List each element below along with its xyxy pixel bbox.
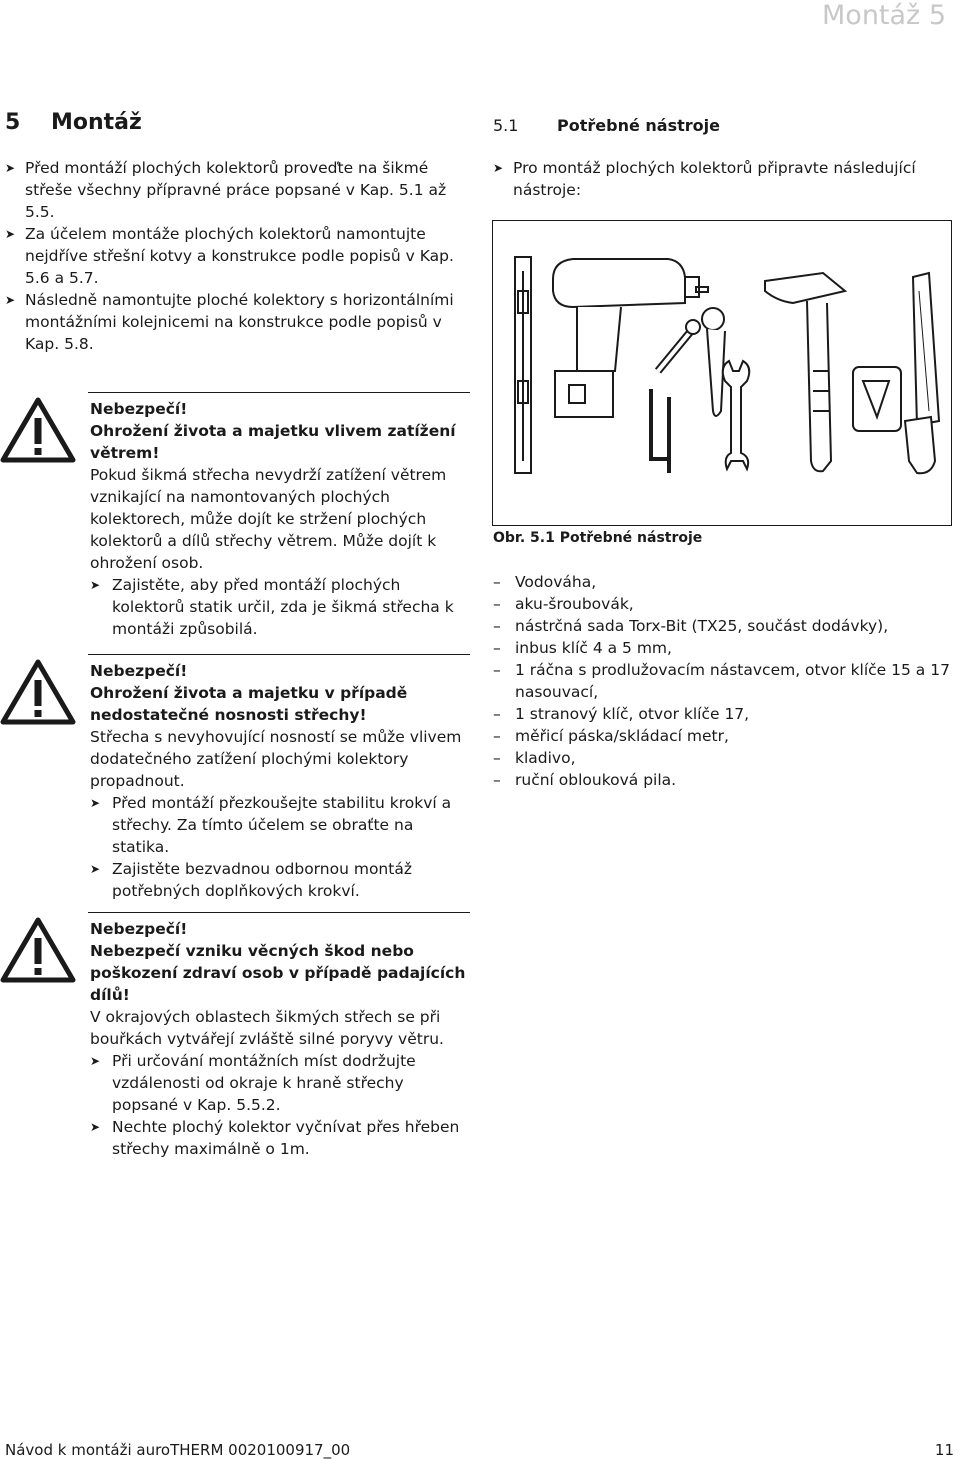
list-item: – měřicí páska/skládací metr, (493, 725, 958, 747)
warning-action: ➤ Zajistěte bezvadnou odbornou montáž potřebných doplňkových krokví. (90, 858, 470, 902)
extension-bar-icon (658, 320, 700, 371)
list-item: – kladivo, (493, 747, 958, 769)
warning-triangle-icon (0, 658, 76, 726)
warning-box (0, 912, 470, 1162)
list-item: – 1 stranový klíč, otvor klíče 17, (493, 703, 958, 725)
section-bullets (5, 157, 465, 355)
ratchet-icon (702, 308, 725, 416)
tape-measure-icon (853, 367, 901, 431)
warning-subtitle: Ohrožení života a majetku vlivem zatížení větrem! (90, 422, 456, 462)
divider (88, 392, 470, 393)
section-title: Montáž (51, 110, 142, 135)
hammer-icon (765, 273, 845, 471)
list-item: – Vodováha, (493, 571, 958, 593)
warning-triangle-icon (0, 916, 76, 984)
warning-subtitle: Ohrožení života a majetku v případě nedostatečné nosnosti střechy! (90, 684, 408, 724)
warning-text: V okrajových oblastech šikmých střech se při bouřkách vytvářejí zvláště silné poryvy větru. (90, 1008, 444, 1048)
subsection-intro-list (493, 157, 958, 201)
divider (88, 654, 470, 655)
warning-action: ➤ Při určování montážních míst dodržujte vzdálenosti od okraje k hraně střechy popsané v Kap. 5.5.2. (90, 1050, 470, 1116)
warning-action: ➤ Zajistěte, aby před montáží plochých kolektorů statik určil, zda je šikmá střecha k montáži způsobilá. (90, 574, 470, 640)
divider (88, 912, 470, 913)
warning-box (0, 654, 470, 899)
tools-list (493, 571, 958, 791)
tools-illustration (493, 221, 951, 525)
page-number: 11 (934, 1441, 954, 1459)
tools-figure (492, 220, 952, 526)
warning-label: Nebezpečí! (90, 662, 188, 680)
bullet-item: ➤ Za účelem montáže plochých kolektorů namontujte nejdříve střešní kotvy a konstrukce podle popisů v Kap. 5.6 a 5.7. (5, 223, 465, 289)
footer-text: Návod k montáži auroTHERM 0020100917_00 (5, 1441, 351, 1459)
running-header: Montáž 5 (822, 0, 946, 31)
list-item: – nástrčná sada Torx-Bit (TX25, součást dodávky), (493, 615, 958, 637)
list-item: – inbus klíč 4 a 5 mm, (493, 637, 958, 659)
subsection-number: 5.1 (493, 116, 519, 135)
open-wrench-icon (723, 361, 750, 469)
bullet-item: ➤ Před montáží plochých kolektorů proveďte na šikmé střeše všechny přípravné práce popsané v Kap. 5.1 až 5.5. (5, 157, 465, 223)
spirit-level-icon (515, 257, 531, 473)
bullet-item: ➤ Pro montáž plochých kolektorů připravte následující nástroje: (493, 157, 958, 201)
allen-key-icon (651, 389, 667, 459)
subsection-heading (493, 116, 720, 135)
hacksaw-icon (905, 273, 939, 473)
section-heading (5, 110, 142, 135)
warning-text: Pokud šikmá střecha nevydrží zatížení větrem vznikající na namontovaných plochých kolektorech, může dojít ke stržení plochých kolektorů a dílů střechy větrem. Může dojít k ohrožení osob. (90, 466, 447, 572)
warning-action: ➤ Nechte plochý kolektor vyčnívat přes hřeben střechy maximálně o 1m. (90, 1116, 470, 1160)
warning-text: Střecha s nevyhovující nosností se může vlivem dodatečného zatížení plochými kolektory propadnout. (90, 728, 462, 790)
list-item: – aku-šroubovák, (493, 593, 958, 615)
warning-label: Nebezpečí! (90, 920, 188, 938)
warning-action: ➤ Před montáží přezkoušejte stabilitu krokví a střechy. Za tímto účelem se obraťte na statika. (90, 792, 470, 858)
list-item: – 1 ráčna s prodlužovacím nástavcem, otvor klíče 15 a 17 nasouvací, (493, 659, 958, 703)
figure-caption: Obr. 5.1 Potřebné nástroje (493, 530, 703, 546)
subsection-title: Potřebné nástroje (557, 116, 720, 135)
section-number: 5 (5, 110, 21, 135)
bullet-item: ➤ Následně namontujte ploché kolektory s horizontálními montážními kolejnicemi na konstrukce podle popisů v Kap. 5.8. (5, 289, 465, 355)
warning-subtitle: Nebezpečí vzniku věcných škod nebo poškození zdraví osob v případě padajících dílů! (90, 942, 466, 1004)
warning-label: Nebezpečí! (90, 400, 188, 418)
warning-box (0, 392, 470, 642)
warning-triangle-icon (0, 396, 76, 464)
torx-bit-icon (696, 287, 708, 292)
list-item: – ruční oblouková pila. (493, 769, 958, 791)
